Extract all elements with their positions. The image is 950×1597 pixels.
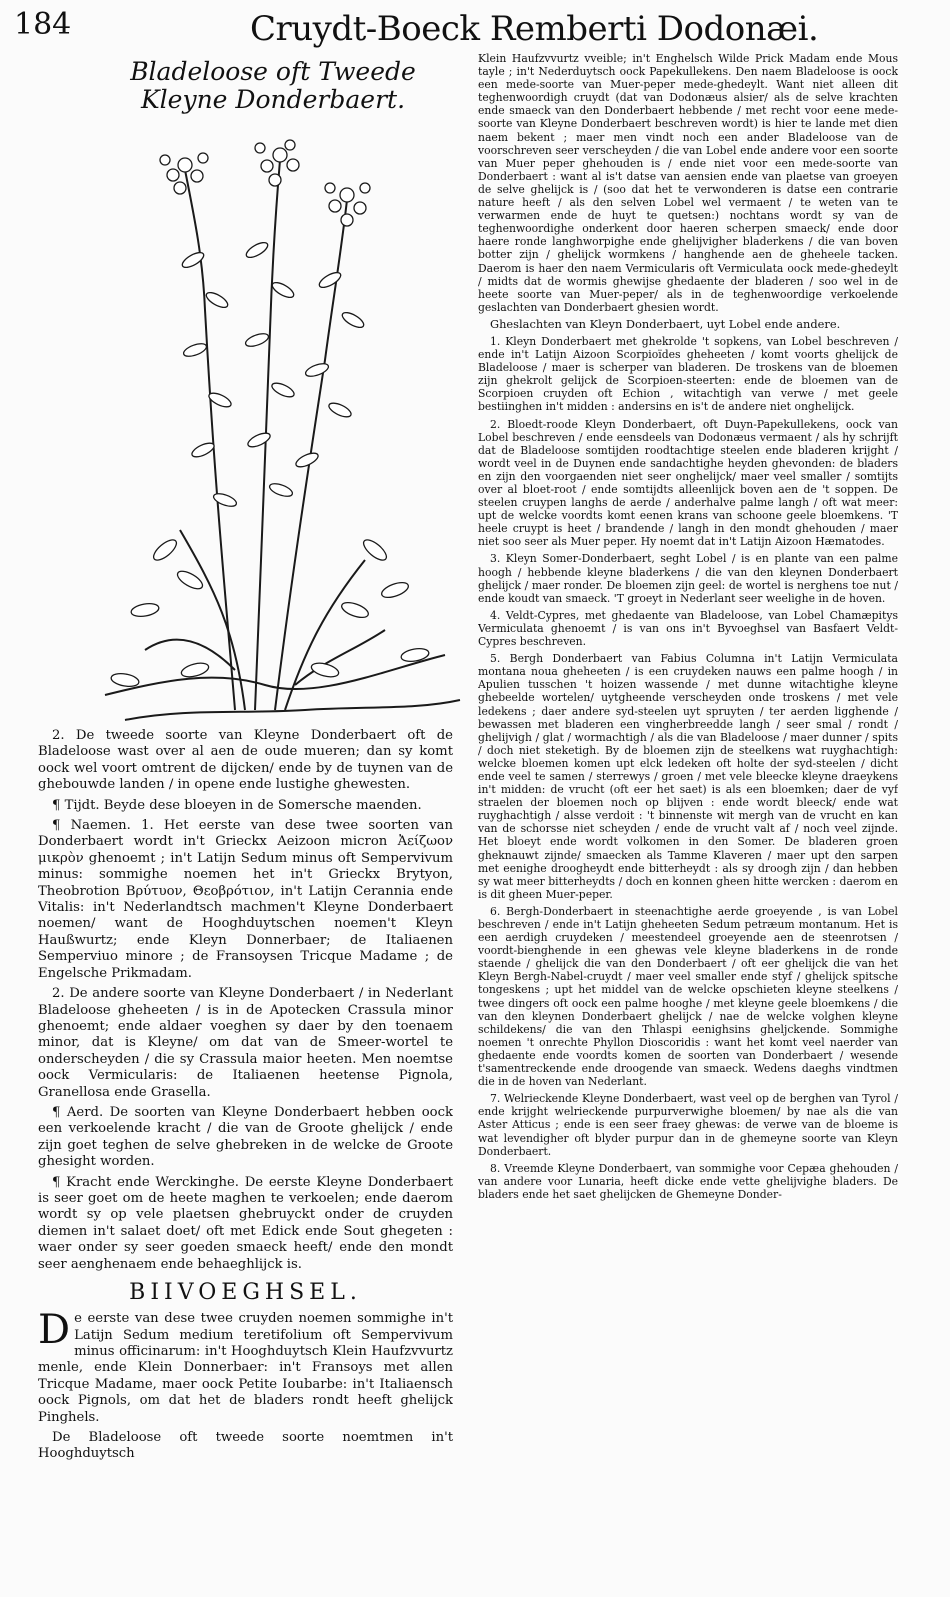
left-text-column (38, 728, 453, 1568)
paragraph-continued: Klein Haufzvvurtz vveible; in't Enghelsch Wilde Prick Madam ende Mous tayle ; in't Nederduytsch oock Papekullekens. Den naem Bladeloose is oock een mede-soorte van Muer-peper mede-ghedeylt. Want niet alleen dit teghenwoordigh cruydt (dat van Dodonæus alsier/ als de selve krachten ende smaeck van den Donderbaert hebbende / met recht voor eene mede-soorte van Kleyne Donderbaert beschreven wordt) is hier te lande met dien naem bekent ; maer men vindt noch een ander Bladeloose van de voorschreven seer verscheyden / die van Lobel ende andere voor een soorte van Muer peper ghehouden is / ende niet voor een mede-soorte van Donderbaert : want al is't datse van aensien ende van plaetse van groeyen de selve ghelijck is / (soo dat het te verwonderen is datse een contrarie nature heeft / als den selven Lobel wel vermaent / te weten van te verwarmen ende de huyt te quetsen:) nochtans wordt sy van de teghenwoordighe onderkent door haeren scherpen smaeck/ ende door haere ronde langhworpighe ende ghelijvigher bladerkens / die van boven botter zijn / ghelijck wormkens / hanghende aen de gheheele tacken. Daerom is haer den naem Vermicularis oft Vermiculata oock mede-ghedeylt / midts dat de wormis ghewijse ghedaente der bladeren / soo wel in de heete soorte van Muer-peper/ als in de teghenwoordige verkoelende geslachten van Donderbaert ghesien wordt. (478, 52, 898, 314)
geslacht-item-5: 5. Bergh Donderbaert van Fabius Columna in't Latijn Vermiculata montana noua gheheeten / is een cruydeken nauws een palme hoogh / in Apulien tusschen 't hoizen wassende / met dunne witachtighe kleyne ghebeelde wortelen/ uytgheende verscheyden onde troskens / met vele ledekens ; daer andere syd-steelen uyt spruyten / ter aerden ligghende / bewassen met bladeren een vingherbreedde langh / seer smal / rondt / ghelijvigh / glat / wormachtigh / als die van Bladeloose / maer dunner / spits / doch niet steketigh. By de bloemen zijn de steelkens wat ruyghachtigh: welcke bloemen komen upt elck ledeken oft holte der syd-steelen / dicht ende veel te samen / sterrewys / groen / met vele bleecke kleyne draeykens in't midden: de vrucht (oft eer het saet) is als een bloemken; daer de vyf straelen der bloemen noch op blijven : ende wordt bleeck/ ende wat ruyghachtigh / alsse verdoit : 't binnenste wit mergh van de vrucht en kan van de schorsse niet scheyden / ende de vrucht valt af / noch veel zijnde. Het bloeyt ende wordt volkomen in den Somer. De bladeren groen gheknauwt zijnde/ smaecken als Tamme Klaveren / maer upt den sarpen met eenighe droogheydt ende bitterheydt : als sy droogh zijn / dan hebben sy wat meer bitterheydts / doch en konnen gheen hitte wercken : daerom en is dit gheen Muer-peper. (478, 652, 898, 901)
geslacht-item-4: 4. Veldt-Cypres, met ghedaente van Bladeloose, van Lobel Chamæpitys Vermiculata ghenoemt / is van ons in't Byvoeghsel van Basfaert Veldt-Cypres beschreven. (478, 608, 898, 649)
geslacht-item-3: 3. Kleyn Somer-Donderbaert, seght Lobel / is en plante van een palme hoogh / hebbende kleyne bladerkens / die van den kleynen Donderbaert ghelijck / maer ronder. De bloemen zijn geel: de wortel is nerghens toe nut / ende koudt van smaeck. 'T groeyt in Nederlant seer weelighe in de hoven. (478, 552, 898, 605)
paragraph-nature: ¶ Aerd. De soorten van Kleyne Donderbaert hebben oock een verkoelende kracht / die van de Groote ghelijck / ende zijn goet teghen de selve ghebreken in de welcke de Groote ghesight worden. (38, 1104, 453, 1170)
page-number: 184 (14, 7, 72, 42)
right-text-column (478, 52, 898, 1582)
bijvoeghsel-paragraph-second: De Bladeloose oft tweede soorte noemtmen in't Hooghduytsch (38, 1430, 453, 1462)
geslacht-item-8: 8. Vreemde Kleyne Donderbaert, van sommighe voor Cepæa ghehouden / van andere voor Lunaria, heeft dicke ende vette ghelijvighe bladers. De bladers ende het saet ghelijcken de Ghemeyne Donder- (478, 1161, 898, 1201)
geslacht-item-1: 1. Kleyn Donderbaert met ghekrolde 't sopkens, van Lobel beschreven / ende in't Latijn Aizoon Scorpioïdes gheheeten / komt voorts ghelijck de Bladeloose / maer is scherper van bladeren. De troskens van de bloemen zijn ghekrolt gelijck de Scorpioen-steerten: ende de bloemen van de Scorpioen cruyden oft Echion , witachtigh van verwe / met geele bestiinghen in't midden : andersins en is't de andere niet onghelijck. (478, 334, 898, 414)
paragraph-names: ¶ Naemen. 1. Het eerste van dese twee soorten van Donderbaert wordt in't Grieckx Aeizoon micron Ἀείζωον μικρὸν ghenoemt ; in't Latijn Sedum minus oft Sempervivum minus: sommighe noemen het in't Grieckx Brytyon, Theobrotion Βρύτυον, Θεοβρότιον, in't Latijn Cerannia ende Vitalis: in't Nederlandtsch machmen't Kleyne Donderbaert noemen/ want de Hooghduytschen noemen't Kleyn Haußwurtz; ende Kleyn Donnerbaer; de Italiaenen Semperviuo minore ; de Fransoysen Tricque Madame ; de Engelsche Prikmadam. (38, 818, 453, 981)
bijvoeghsel-paragraph (38, 1307, 453, 1426)
paragraph-time: ¶ Tijdt. Beyde dese bloeyen in de Somersche maenden. (52, 797, 422, 813)
figure-caption: Bladeloose oft Tweede Kleyne Donderbaert. (130, 57, 416, 114)
plant-woodcut-illustration (85, 110, 470, 730)
bijvoeghsel-text: e eerste van dese twee cruyden noemen sommighe in't Latijn Sedum medium teretifolium oft Sempervivum minus officinarum: in't Hooghduytsch Klein Haufzvvurtz menle, ende Klein Donnerbaer: in't Fransoys met allen Tricque Madame, maer oock Petite Ioubarbe: in't Italiaensch oock Pignols, om dat het de bladers rondt heeft ghelijck Pinghels. (38, 1311, 453, 1425)
geslacht-item-7: 7. Welrieckende Kleyne Donderbaert, wast veel op de berghen van Tyrol / ende krijght welrieckende purpurverwighe bloemen/ by nae als die van Aster Atticus ; ende is een seer fraey ghewas: de verwe van de bloeme is wat levendigher oft blyder purpur dan in de ghemeyne soorte van Kleyn Donderbaert. (478, 1092, 898, 1158)
paragraph-habitat: 2. De tweede soorte van Kleyne Donderbaert oft de Bladeloose wast over al aen de oude mueren; dan sy komt oock wel voort omtrent de dijcken/ ende by de tuynen van de ghebouwde landen / in opene ende lustighe ghewesten. (38, 728, 453, 793)
paragraph-names-second: 2. De andere soorte van Kleyne Donderbaert / in Nederlant Bladeloose gheheeten / is in de Apotecken Crassula minor ghenoemt; ende aldaer voeghen sy daer by den toenaem minor, dat is Kleyne/ om dat van de Smeer-wortel te onderscheyden / die sy Crassula maior heeten. Men noemtse oock Vermicularis: de Italiaenen heetense Pignola, Granellosa ende Grasella. (38, 986, 453, 1100)
geslachten-heading: Gheslachten van Kleyn Donderbaert, uyt Lobel ende andere. (490, 316, 841, 331)
paragraph-virtues: ¶ Kracht ende Werckinghe. De eerste Kleyne Donderbaert is seer goet om de heete maghen te verkoelen; ende daerom wordt sy op vele plaetsen ghebruyckt onder de cruyden diemen in't salaet doet/ oft met Edick ende Sout ghegeten : waer onder sy seer goeden smaeck heeft/ ende den mondt seer aenghenaem ende behaeghlijck is. (38, 1174, 453, 1272)
geslacht-item-6: 6. Bergh-Donderbaert in steenachtighe aerde groeyende , is van Lobel beschreven / ende in't Latijn gheheeten Sedum petræum montanum. Het is een aerdigh cruydeken / meestendeel groeyende aen de steenrotsen / voordt-bienghende in een ghewas vele kleyne bladerkens in de ronde staende / ghelijck die van den Donderbaert / oft eer ghelijck die van het Kleyn Bergh-Nabel-cruydt / maer veel smaller ende styf / ghelijck spitsche tongeskens ; upt het middel van de welcke opschieten kleyne steelkens / twee dingers oft oock een palme hooghe / met kleyne geele bloemkens / die van den kleynen Donderbaert ghelijck / nae de welcke volghen kleyne schildekens/ die van den Thlaspi eenighsins gheljckende. Sommighe noemen 't onrechte Phyllon Dioscoridis : want het komt veel naerder van ghedaente ende voordts komen de soorten van Donderbaert / wesende t'samentreckende ende droogende van smaeck. Wedens daeghs vindtmen die in de hoven van Nederlant. (478, 904, 898, 1089)
geslacht-item-2: 2. Bloedt-roode Kleyn Donderbaert, oft Duyn-Papekullekens, oock van Lobel beschreven / ende eensdeels van Dodonæus vermaent / als hy schrijft dat de Bladeloose somtijden roodtachtige steelen ende bladeren krijght / wordt veel in de Duynen ende sandachtighe heyden ghevonden: de bladers en zijn den voorgaenden niet seer onghelijck/ maer veel smaller / somtijts over al bloet-root / ende somtijdts alleenlijck boven aen de 't soppen. De steelen cruypen langhs de aerde / anderhalve palme langh / oft wat meer: upt de welcke voordts komt eenen krans van schoone geele bloemkens. 'T heele cruypt is heet / brandende / langh in den mondt ghehouden / maer niet soo seer als Muer peper. Hy noemt dat in't Latijn Aizoon Hæmatodes. (478, 417, 898, 549)
drop-cap: D (38, 1307, 71, 1354)
running-title: Cruydt-Boeck Remberti Dodonæi. (250, 9, 819, 49)
bijvoeghsel-heading: BIIVOEGHSEL. (129, 1280, 362, 1305)
